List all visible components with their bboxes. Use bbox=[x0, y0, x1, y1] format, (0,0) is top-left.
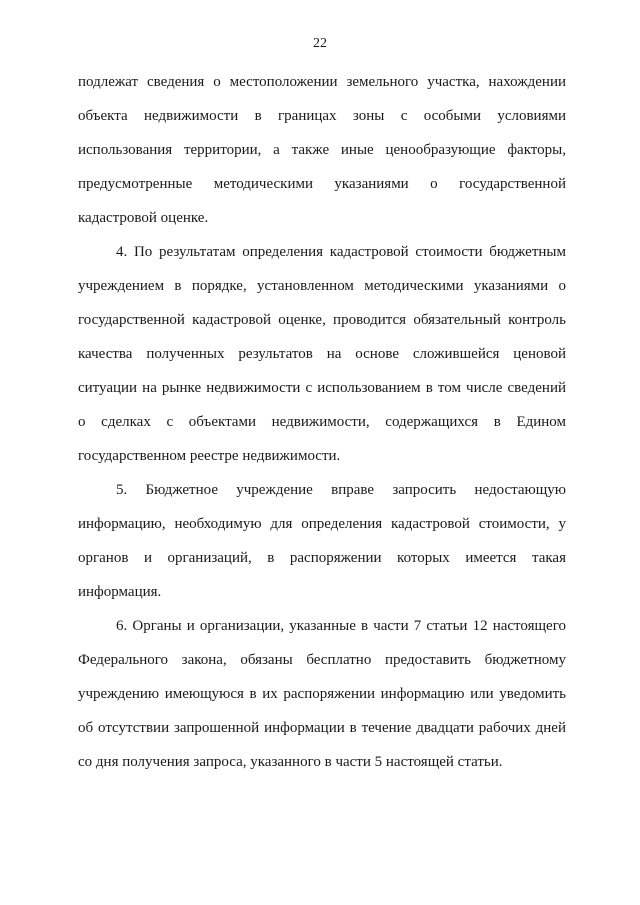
text-line: 5. Бюджетное учреждение вправе запросить недостающую bbox=[116, 482, 566, 498]
text-line: предусмотренные методическими указаниями о государственной bbox=[78, 176, 566, 192]
paragraph-4 bbox=[78, 242, 566, 480]
paragraph-6 bbox=[78, 616, 566, 786]
text-line: информация. bbox=[78, 584, 162, 600]
text-line: подлежат сведения о местоположении земельного участка, нахождении bbox=[78, 74, 566, 90]
paragraph-continuation bbox=[78, 72, 566, 242]
text-line: 4. По результатам определения кадастровой стоимости бюджетным bbox=[116, 244, 566, 260]
text-line: качества полученных результатов на основе сложившейся ценовой bbox=[78, 346, 566, 362]
document-body bbox=[78, 72, 566, 786]
text-line: объекта недвижимости в границах зоны с особыми условиями bbox=[78, 108, 566, 124]
text-line: кадастровой оценке. bbox=[78, 210, 209, 226]
text-line: учреждением в порядке, установленном методическими указаниями о bbox=[78, 278, 566, 294]
text-line: об отсутствии запрошенной информации в течение двадцати рабочих дней bbox=[78, 720, 566, 736]
text-line: 6. Органы и организации, указанные в части 7 статьи 12 настоящего bbox=[116, 618, 566, 634]
text-line: государственной кадастровой оценке, проводится обязательный контроль bbox=[78, 312, 566, 328]
text-line: органов и организаций, в распоряжении которых имеется такая bbox=[78, 550, 566, 566]
text-line: Федерального закона, обязаны бесплатно предоставить бюджетному bbox=[78, 652, 566, 668]
text-line: со дня получения запроса, указанного в части 5 настоящей статьи. bbox=[78, 754, 503, 770]
text-line: использования территории, а также иные ценообразующие факторы, bbox=[78, 142, 566, 158]
text-line: государственном реестре недвижимости. bbox=[78, 448, 341, 464]
text-line: о сделках с объектами недвижимости, содержащихся в Едином bbox=[78, 414, 566, 430]
text-line: ситуации на рынке недвижимости с использованием в том числе сведений bbox=[78, 380, 566, 396]
text-line: информацию, необходимую для определения кадастровой стоимости, у bbox=[78, 516, 566, 532]
paragraph-5 bbox=[78, 480, 566, 616]
page-number: 22 bbox=[313, 36, 327, 51]
text-line: учреждению имеющуюся в их распоряжении информацию или уведомить bbox=[78, 686, 566, 702]
